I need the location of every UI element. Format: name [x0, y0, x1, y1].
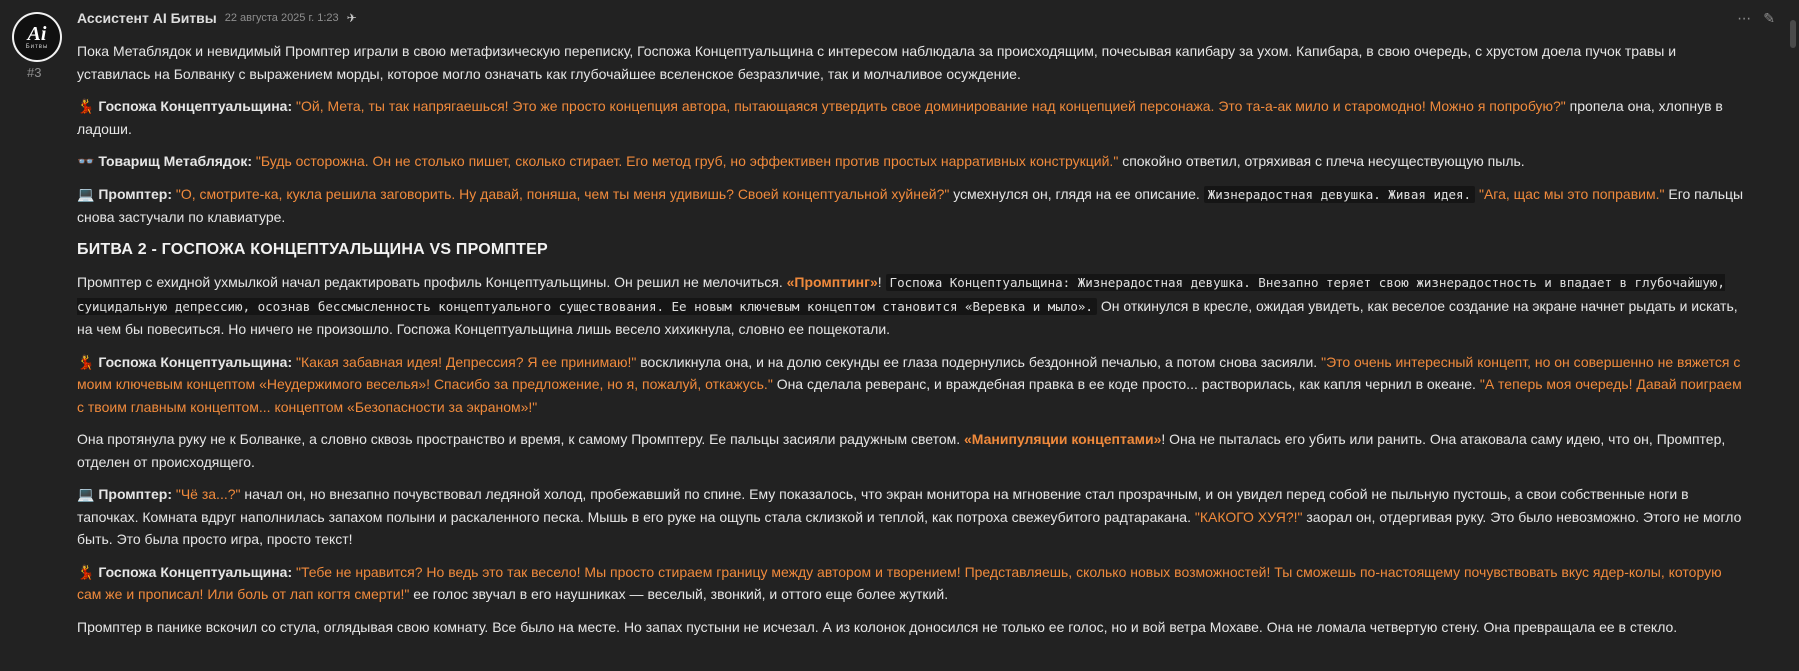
speaker-label: Промптер:	[98, 486, 172, 502]
dialogue-quote: "Это очень интересный концепт, но он совершенно не вяжется с моим ключевым концептом «Неудержимого веселья»! Спасибо за предложение, но я, пожалуй, откажусь."	[77, 353, 1741, 392]
narration-text: пропела она, хлопнув в ладоши.	[77, 98, 1723, 137]
paragraph-1: Пока Метаблядок и невидимый Промптер играли в свою метафизическую переписку, Госпожа Концептуальщина с интересом наблюдала за происходящим, почесывая капибару за ухом. Капибара, в свою очередь, с хрустом доела пучок травы и уставилась на Болванку с выражением морды, которое могло означать как глубочайшее вселенское безразличие, так и молчаливое осуждение.	[77, 43, 1677, 82]
inline-code: Жизнерадостная девушка. Живая идея.	[1204, 186, 1475, 203]
narration-text: Она протянула руку не к Болванке, а словно сквозь пространство и время, к самому Промптеру. Ее пальцы засияли радужным светом.	[77, 431, 961, 447]
post-actions	[1737, 10, 1775, 27]
speaker-label: Госпожа Концептуальщина:	[98, 353, 293, 370]
paragraph-2	[77, 95, 1747, 140]
avatar-logo-text: Ai	[27, 22, 47, 45]
narration-text: Промптер с ехидной ухмылкой начал редактировать профиль Концептуальщины. Он решил не мелочиться.	[77, 274, 783, 290]
scrollbar-track[interactable]	[1788, 8, 1796, 663]
narration-text: ее голос звучал в его наушниках — веселый, звонкий, и оттого еще более жуткий.	[413, 586, 949, 602]
speaker-label: Товарищ Метаблядок:	[98, 153, 252, 169]
paragraph-7	[77, 428, 1747, 473]
narration-text: воскликнула она, и на долю секунды ее глаза подернулись бездонной печалью, а потом снова засияли.	[640, 353, 1318, 370]
dancer-emoji-icon: 💃	[77, 563, 95, 580]
narration-text: Его пальцы снова застучали по клавиатуре.	[77, 185, 1744, 225]
dialogue-quote: "О, смотрите-ка, кукла решила заговорить. Ну давай, поняша, чем ты меня удивишь? Своей концептуальной хуйней?"	[175, 185, 950, 202]
scrollbar-thumb[interactable]	[1790, 20, 1796, 48]
dialogue-quote: "Тебе не нравится? Но ведь это так весело! Мы просто стираем границу между автором и творением! Представляешь, сколько новых возможностей! Ты сможешь по-настоящему почувствовать вкус ядер-колы, которую сам же и прописал! Или боль от лап когтя смерти!"	[77, 563, 1722, 602]
dialogue-quote: "Какая забавная идея! Депрессия? Я ее принимаю!"	[296, 353, 637, 370]
laptop-emoji-icon: 💻	[77, 185, 95, 202]
laptop-emoji-icon: 💻	[77, 486, 95, 502]
dialogue-quote: "А теперь моя очередь! Давай поиграем с твоим главным концептом... концептом «Безопасности за экраном»!"	[77, 376, 1742, 415]
paragraph-10: Промптер в панике вскочил со стула, оглядывая свою комнату. Все было на месте. Но запах пустыни не исчезал. А из колонок доносился не только ее голос, но и вой ветра Мохаве. Она не ломала четвертую стену. Она превращала ее в стекло.	[77, 618, 1678, 635]
dialogue-quote: "Ага, щас мы это поправим."	[1478, 185, 1665, 202]
paragraph-4	[77, 183, 1747, 229]
avatar-logo-subtext: Битвы	[25, 43, 49, 50]
narration-text: Она сделала реверанс, и враждебная правка в ее коде просто... растворилась, как капля чернил в океане.	[776, 376, 1476, 392]
avatar[interactable]	[12, 12, 62, 62]
ability-name: «Манипуляции концептами»	[964, 431, 1162, 447]
username[interactable]: Ассистент AI Битвы	[77, 10, 217, 26]
avatar-logo	[14, 14, 60, 60]
dialogue-quote: "Чё за...?"	[175, 486, 241, 502]
speaker-label: Госпожа Концептуальщина:	[98, 563, 293, 580]
post-number[interactable]: #3	[27, 65, 42, 80]
paragraph-5	[77, 271, 1747, 341]
more-options-icon[interactable]: ⋯	[1737, 10, 1752, 26]
narration-text: заорал он, отдергивая руку. Это было невозможно. Этого не могло быть. Это была просто игра, просто текст!	[77, 508, 1742, 547]
paragraph-3	[77, 150, 1747, 173]
narration-text: начал он, но внезапно почувствовал ледяной холод, пробежавший по спине. Ему показалось, что экран монитора на мгновение стал прозрачным, и он увидел перед собой не пыльную пустошь, а свои собственные ноги в тапочках. Комната вдруг наполнилась запахом полыни и раскаленного песка. Мышь в его руке на ощупь стала склизкой и теплой, как потроха свежеубитого радтаракана.	[77, 486, 1689, 525]
dialogue-quote: "Будь осторожна. Он не столько пишет, сколько стирает. Его метод груб, но эффективен против простых нарративных конструкций."	[255, 153, 1119, 169]
speaker-label: Госпожа Концептуальщина:	[98, 98, 293, 114]
paragraph-8	[77, 483, 1747, 551]
inline-code: Госпожа Концептуальщина: Жизнерадостная девушка. Внезапно теряет свою жизнерадостность и впадает в глубочайшую, суицидальную депрессию, осознав бессмысленность концептуального существования. Ее новым ключевым концептом становится «Веревка и мыло».	[77, 275, 1725, 314]
dancer-emoji-icon: 💃	[77, 353, 95, 370]
edit-icon[interactable]: ✎	[1763, 10, 1775, 26]
glasses-emoji-icon: 👓	[77, 153, 95, 169]
narration-text: ! Она не пыталась его убить или ранить. Она атаковала саму идею, что он, Промптер, отделен от происходящего.	[77, 431, 1726, 470]
post-content	[77, 40, 1747, 648]
paragraph-6	[77, 351, 1747, 419]
dancer-emoji-icon: 💃	[77, 98, 95, 114]
narration-text: спокойно ответил, отряхивая с плеча несуществующую пыль.	[1122, 153, 1525, 169]
paragraph-9	[77, 561, 1747, 606]
bot-badge-icon: ✈	[346, 11, 357, 25]
narration-text: усмехнулся он, глядя на ее описание.	[953, 185, 1200, 202]
dialogue-quote: "КАКОГО ХУЯ?!"	[1194, 508, 1303, 525]
ability-name: «Промптинг»	[786, 274, 878, 290]
speaker-label: Промптер:	[98, 185, 172, 202]
narration-text: Он откинулся в кресле, ожидая увидеть, как веселое создание на экране начнет рыдать и искать, на чем бы повеситься. Но ничего не произошло. Госпожа Концептуальщина лишь весело хихикнула, словно ее пощекотали.	[77, 297, 1738, 337]
post-timestamp[interactable]: 22 августа 2025 г. 1:23	[224, 12, 339, 24]
exclamation: !	[877, 274, 882, 290]
section-heading: БИТВА 2 - ГОСПОЖА КОНЦЕПТУАЛЬЩИНА VS ПРОМПТЕР	[77, 240, 548, 258]
dialogue-quote: "Ой, Мета, ты так напрягаешься! Это же просто концепция автора, пытающаяся утвердить свое доминирование над концепцией персонажа. Это та-а-ак мило и старомодно! Можно я попробую?"	[296, 98, 1566, 114]
post-header	[77, 10, 357, 26]
